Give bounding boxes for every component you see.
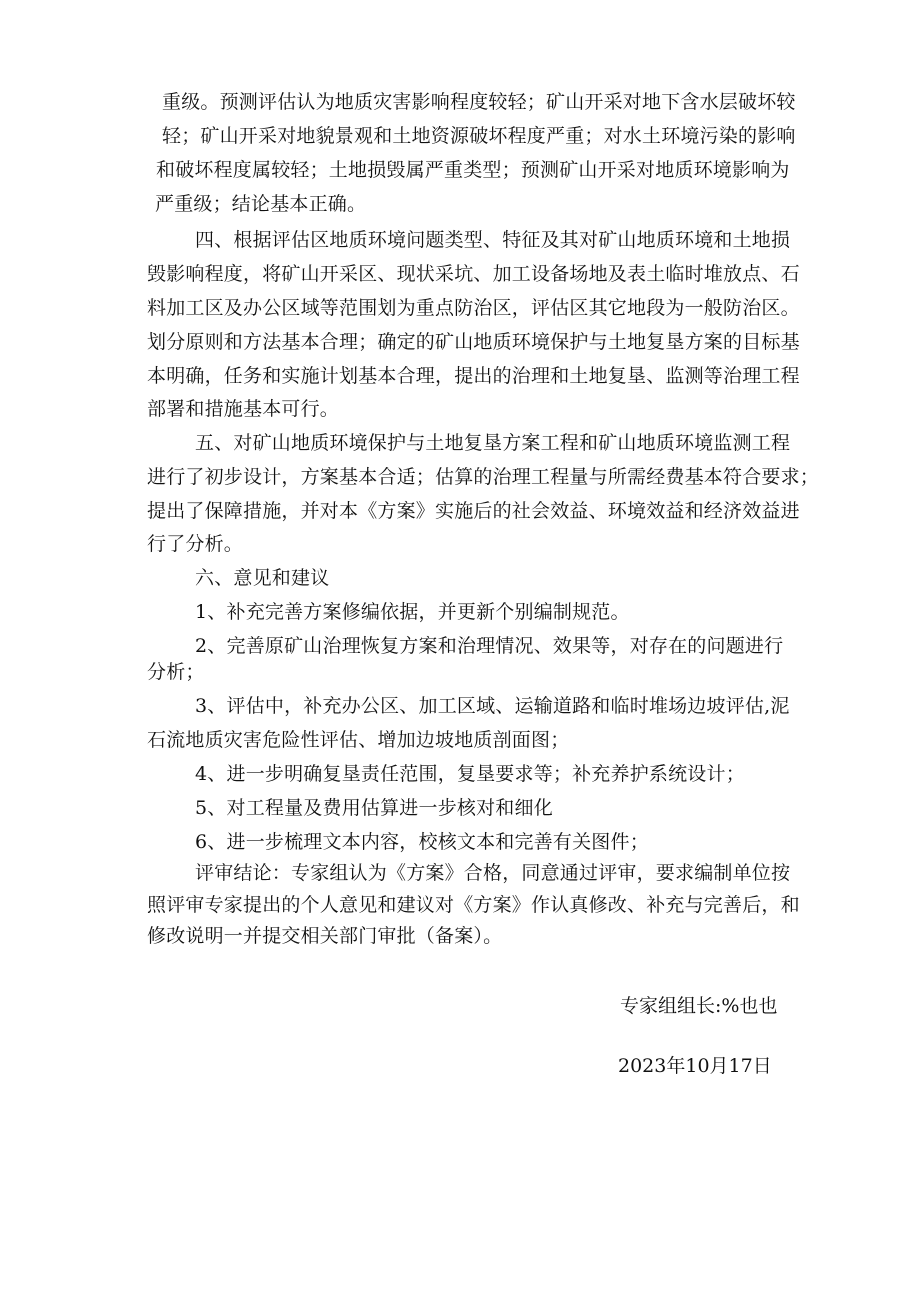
paragraph-3-line-2: 轻；矿山开采对地貌景观和土地资源破坏程度严重；对水土环境污染的影响 bbox=[162, 125, 796, 147]
paragraph-3-line-3: 和破坏程度属较轻；土地损毁属严重类型；预测矿山开采对地质环境影响为 bbox=[156, 159, 790, 181]
paragraph-4-line-3: 料加工区及办公区域等范围划为重点防治区，评估区其它地段为一般防治区。 bbox=[147, 297, 800, 319]
date-line: 2023年10月17日 bbox=[618, 1055, 772, 1077]
suggestion-1-line-1: 1、补充完善方案修编依据，并更新个别编制规范。 bbox=[195, 601, 630, 623]
paragraph-3-line-4: 严重级；结论基本正确。 bbox=[155, 193, 367, 215]
paragraph-4-line-4: 划分原则和方法基本合理；确定的矿山地质环境保护与土地复垦方案的目标基 bbox=[147, 331, 800, 353]
suggestion-2-line-2: 分析； bbox=[147, 661, 205, 683]
conclusion-line-3: 修改说明一并提交相关部门审批（备案）。 bbox=[147, 925, 503, 947]
paragraph-5-line-1: 五、对矿山地质环境保护与土地复垦方案工程和矿山地质环境监测工程 bbox=[195, 432, 791, 454]
conclusion-line-2: 照评审专家提出的个人意见和建议对《方案》作认真修改、补充与完善后，和 bbox=[147, 894, 800, 916]
suggestion-6-line-1: 6、进一步梳理文本内容，校核文本和完善有关图件； bbox=[195, 831, 649, 853]
paragraph-4-line-6: 部署和措施基本可行。 bbox=[147, 398, 340, 420]
paragraph-4-line-1: 四、根据评估区地质环境问题类型、特征及其对矿山地质环境和土地损 bbox=[195, 229, 791, 251]
paragraph-5-line-3: 提出了保障措施，并对本《方案》实施后的社会效益、环境效益和经济效益进 bbox=[147, 500, 800, 522]
paragraph-5-line-4: 行了分析。 bbox=[147, 533, 244, 555]
suggestion-5-line-1: 5、对工程量及费用估算进一步核对和细化 bbox=[195, 797, 553, 819]
suggestion-2-line-1: 2、完善原矿山治理恢复方案和治理情况、效果等，对存在的问题进行 bbox=[195, 635, 784, 657]
signature-line: 专家组组长:%也也 bbox=[620, 995, 778, 1017]
suggestion-3-line-2: 石流地质灾害危险性评估、增加边坡地质剖面图； bbox=[147, 729, 570, 751]
paragraph-4-line-5: 本明确，任务和实施计划基本合理，提出的治理和土地复垦、监测等治理工程 bbox=[147, 365, 800, 387]
suggestion-3-line-1: 3、评估中，补充办公区、加工区域、运输道路和临时堆场边坡评估,泥 bbox=[195, 695, 790, 717]
suggestion-4-line-1: 4、进一步明确复垦责任范围，复垦要求等；补充养护系统设计； bbox=[195, 763, 745, 785]
paragraph-5-line-2: 进行了初步设计，方案基本合适；估算的治理工程量与所需经费基本符合要求； bbox=[147, 466, 820, 488]
conclusion-line-1: 评审结论：专家组认为《方案》合格，同意通过评审，要求编制单位按 bbox=[195, 862, 791, 884]
section-6-heading: 六、意见和建议 bbox=[195, 567, 330, 589]
paragraph-4-line-2: 毁影响程度，将矿山开采区、现状采坑、加工设备场地及表土临时堆放点、石 bbox=[147, 263, 800, 285]
paragraph-3-line-1: 重级。预测评估认为地质灾害影响程度较轻；矿山开采对地下含水层破坏较 bbox=[162, 91, 796, 113]
